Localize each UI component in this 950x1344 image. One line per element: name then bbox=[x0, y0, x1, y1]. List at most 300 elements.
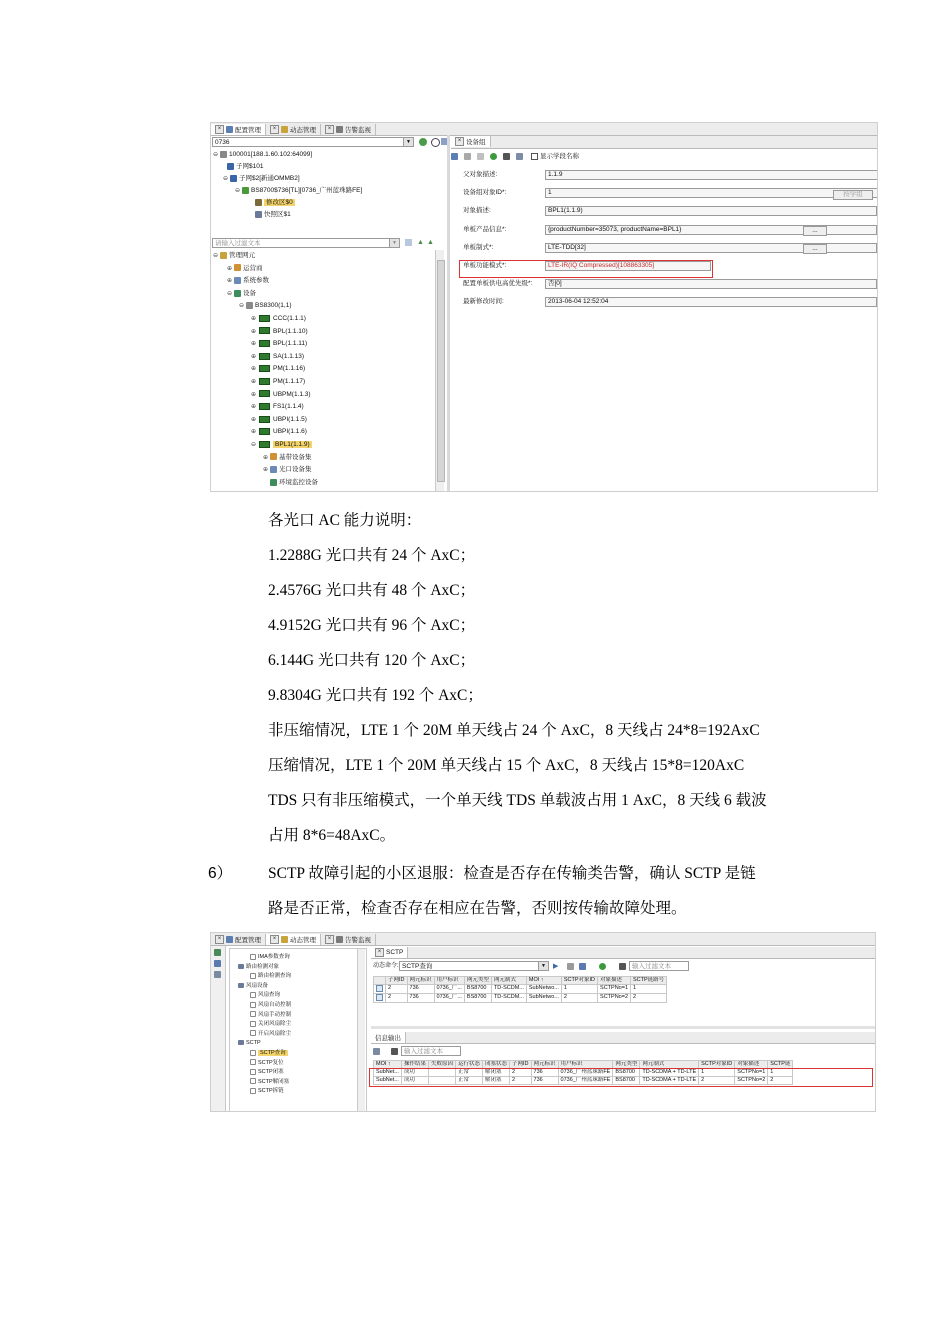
tab-config-management[interactable] bbox=[211, 934, 266, 945]
tab-alarm-monitor[interactable] bbox=[321, 124, 376, 135]
tree-node-label: SCTP bbox=[246, 1040, 261, 1047]
tab-sctp[interactable] bbox=[371, 947, 408, 958]
table-cell: 正常 bbox=[455, 1077, 482, 1085]
tree-node[interactable] bbox=[251, 401, 304, 413]
command-icon bbox=[250, 1002, 256, 1008]
table-row[interactable] bbox=[374, 985, 667, 994]
table-cell: BS8700 bbox=[613, 1069, 640, 1077]
board-standard-more-button[interactable] bbox=[803, 244, 827, 254]
tab-label: 配置管理 bbox=[235, 126, 261, 134]
tab-label: 设备组 bbox=[466, 139, 486, 146]
network-element-icon bbox=[220, 252, 227, 259]
calendar-icon[interactable] bbox=[516, 153, 523, 160]
table-cell: SCTPNo=2 bbox=[598, 993, 631, 1002]
table-cell: 2 bbox=[561, 993, 597, 1002]
stop-icon[interactable] bbox=[567, 963, 574, 970]
item-number: 6） bbox=[208, 865, 233, 882]
tree-node[interactable] bbox=[251, 414, 307, 426]
tree-node[interactable] bbox=[250, 1087, 284, 1096]
folder-icon bbox=[234, 290, 241, 297]
tree-node[interactable] bbox=[250, 972, 291, 981]
column-header[interactable]: 子网ID bbox=[386, 977, 408, 985]
command-icon bbox=[250, 1030, 256, 1036]
tree-node-label: 开启风扇除尘 bbox=[258, 1030, 292, 1037]
tree-node[interactable] bbox=[250, 1020, 291, 1029]
table-cell: BS8700 bbox=[464, 993, 491, 1002]
tree-node-label: BPL1(1.1.9) bbox=[275, 441, 310, 448]
table-cell bbox=[374, 985, 386, 994]
table-cell: 0736_广州蓝珠路FE bbox=[558, 1069, 613, 1077]
expander-icon[interactable]: ⊕ bbox=[251, 404, 257, 411]
close-icon[interactable]: × bbox=[325, 125, 334, 134]
form-row bbox=[463, 297, 877, 307]
leaf-icon bbox=[242, 187, 249, 194]
table-cell: TD-SCDMA + TD-LTE bbox=[640, 1069, 699, 1077]
tree-node[interactable] bbox=[238, 963, 279, 972]
tree-node[interactable] bbox=[213, 250, 255, 262]
column-header[interactable]: MOI ↑ bbox=[526, 977, 561, 985]
table-cell: SCTPNo=1 bbox=[598, 985, 631, 994]
tree-node[interactable] bbox=[255, 209, 291, 221]
column-header[interactable]: 网元制式 bbox=[640, 1061, 699, 1069]
expander-icon[interactable]: ⊕ bbox=[251, 366, 257, 373]
tree-node-label: IMA参数查询 bbox=[258, 954, 290, 960]
expander-icon[interactable]: ⊕ bbox=[251, 416, 257, 423]
tree-node-label: 设备 bbox=[243, 289, 256, 297]
tree-node-label: SCTP查询 bbox=[260, 1050, 286, 1056]
field-value[interactable]: LTE-IR(IQ Compressed)[108863305] bbox=[545, 261, 711, 271]
dynamic-management-screenshot bbox=[210, 932, 876, 1112]
tree-node[interactable] bbox=[251, 351, 304, 363]
field-value[interactable]: 否[0] bbox=[545, 279, 877, 289]
find-icon[interactable] bbox=[619, 963, 626, 970]
tree-node[interactable] bbox=[239, 300, 292, 312]
show-field-names-checkbox[interactable] bbox=[531, 153, 538, 160]
table-cell: 0736_广州蓝珠路FE bbox=[558, 1077, 613, 1085]
table-header-row bbox=[374, 977, 667, 985]
undo-icon[interactable] bbox=[464, 153, 471, 160]
folder-icon bbox=[238, 964, 244, 969]
folder-icon bbox=[234, 264, 241, 271]
close-icon[interactable]: × bbox=[455, 137, 464, 146]
pane-splitter[interactable] bbox=[447, 135, 450, 491]
table-cell: 成功 bbox=[401, 1077, 428, 1085]
tree-node-label: 光口设备集 bbox=[279, 466, 312, 474]
highlight-box bbox=[459, 260, 713, 278]
board-icon bbox=[259, 353, 270, 360]
ac-capability-line: 4.9152G 光口共有 96 个 AxC； bbox=[268, 617, 476, 634]
column-header[interactable]: 网元标识 bbox=[407, 977, 434, 985]
chevron-down-icon[interactable]: ▼ bbox=[403, 138, 413, 146]
tree-node-label: BPL(1.1.10) bbox=[273, 327, 308, 335]
config-management-screenshot bbox=[210, 122, 878, 492]
tree-node-label: 风扇自动控制 bbox=[258, 1002, 292, 1008]
tab-label: SCTP bbox=[386, 949, 404, 956]
tree-node[interactable] bbox=[213, 149, 312, 161]
filter-placeholder: 请输入过滤文本 bbox=[215, 240, 261, 247]
expander-icon[interactable]: ⊕ bbox=[251, 341, 257, 348]
board-icon bbox=[259, 378, 270, 385]
column-header[interactable]: 对象描述 bbox=[598, 977, 631, 985]
tab-dynamic-management[interactable] bbox=[266, 934, 321, 945]
column-header[interactable]: SCTP链路号 bbox=[631, 977, 667, 985]
table-cell: BS8700 bbox=[464, 985, 491, 994]
column-header[interactable]: MOI ↑ bbox=[374, 1061, 402, 1069]
ac-capability-line: 9.8304G 光口共有 192 个 AxC； bbox=[268, 687, 483, 704]
config-icon bbox=[226, 936, 233, 943]
tree-node-label: 快照区$1 bbox=[264, 211, 291, 218]
save-icon[interactable] bbox=[451, 153, 458, 160]
column-header[interactable]: 网元类型 bbox=[464, 977, 491, 985]
filter-input[interactable] bbox=[629, 961, 689, 971]
expander-icon[interactable]: ⊕ bbox=[251, 379, 257, 385]
column-header[interactable]: SCTP链 bbox=[768, 1061, 793, 1069]
field-value[interactable]: BPL1(1.1.9) bbox=[545, 206, 877, 216]
tree-node[interactable] bbox=[251, 313, 306, 325]
module-tabbar bbox=[211, 933, 875, 946]
command-icon bbox=[250, 1059, 256, 1065]
ac-intro: 各光口 AC 能力说明： bbox=[268, 512, 422, 529]
table-cell: SubNetwo... bbox=[526, 985, 561, 994]
tree-node[interactable] bbox=[238, 1039, 261, 1048]
tab-dynamic-management[interactable] bbox=[266, 124, 321, 135]
refresh-icon[interactable] bbox=[419, 138, 427, 146]
tree-node-label: 环境监控设备 bbox=[279, 478, 318, 486]
expander-icon[interactable]: ⊖ bbox=[223, 176, 229, 182]
close-icon[interactable]: × bbox=[375, 948, 384, 957]
column-header[interactable]: 对象描述 bbox=[735, 1061, 768, 1069]
tree-node[interactable] bbox=[251, 363, 305, 375]
tree-node[interactable] bbox=[250, 1059, 284, 1068]
tree-node[interactable] bbox=[223, 173, 300, 185]
row-checkbox[interactable] bbox=[376, 994, 383, 1001]
export-icon[interactable] bbox=[579, 963, 586, 970]
expander-icon[interactable]: ⊖ bbox=[239, 303, 245, 310]
table-cell: 2 bbox=[510, 1077, 532, 1085]
scroll-thumb[interactable] bbox=[437, 260, 445, 482]
tab-label: 告警监视 bbox=[345, 936, 371, 944]
tab-label: 动态管理 bbox=[290, 936, 316, 944]
folder-icon bbox=[238, 983, 244, 988]
tree-node[interactable] bbox=[251, 439, 312, 451]
close-icon[interactable]: × bbox=[325, 935, 334, 944]
tab-config-management[interactable] bbox=[211, 124, 266, 135]
expander-icon[interactable]: ⊕ bbox=[263, 467, 269, 474]
field-value[interactable]: LTE-TDD[32] bbox=[545, 243, 877, 253]
ac-capability-line: 非压缩情况，LTE 1 个 20M 单天线占 24 个 AxC，8 天线占 24*8=192AxC bbox=[268, 722, 760, 739]
tree-node[interactable] bbox=[227, 161, 263, 173]
sctp-result-table bbox=[373, 976, 667, 1003]
server-icon bbox=[220, 151, 227, 158]
table-cell: 2 bbox=[386, 993, 408, 1002]
tree-node-label: 100001[188.1.60.102:64099] bbox=[229, 151, 313, 158]
tree-node-label: 风扇查询 bbox=[258, 992, 281, 999]
find-icon[interactable] bbox=[503, 153, 510, 160]
table-cell: SCTPNo=2 bbox=[735, 1077, 768, 1085]
panel-icon[interactable] bbox=[214, 971, 221, 978]
tree-node[interactable] bbox=[250, 1011, 291, 1020]
command-select[interactable] bbox=[399, 961, 549, 971]
tree-node[interactable] bbox=[251, 426, 307, 438]
tree-node-selected[interactable] bbox=[255, 197, 295, 209]
ne-select[interactable] bbox=[212, 137, 414, 147]
chevron-down-icon[interactable]: ▼ bbox=[538, 962, 548, 970]
table-cell: 2 bbox=[699, 1077, 735, 1085]
column-header[interactable]: 失败原因 bbox=[428, 1061, 455, 1069]
column-header[interactable]: 运行状态 bbox=[455, 1061, 482, 1069]
tree-node[interactable] bbox=[227, 275, 269, 287]
alarm-icon bbox=[336, 936, 343, 943]
output-filter-input[interactable] bbox=[401, 1046, 461, 1056]
tree-node[interactable] bbox=[250, 1001, 291, 1010]
tab-label: 配置管理 bbox=[235, 936, 261, 944]
tab-alarm-monitor[interactable] bbox=[321, 934, 376, 945]
network-icon[interactable] bbox=[214, 949, 221, 956]
tree-node[interactable] bbox=[235, 185, 362, 197]
refresh-icon[interactable] bbox=[599, 963, 606, 970]
property-form bbox=[463, 170, 877, 310]
table-cell: 成功 bbox=[401, 1069, 428, 1077]
command-value: SCTP查询 bbox=[402, 963, 433, 970]
tree-node[interactable] bbox=[251, 376, 305, 388]
column-header[interactable]: SCTP对象ID bbox=[699, 1061, 735, 1069]
tree-node[interactable] bbox=[263, 477, 318, 489]
tree-node-label: UBPI(1.1.6) bbox=[273, 428, 307, 436]
column-header[interactable]: 操作结果 bbox=[401, 1061, 428, 1069]
delete-icon[interactable] bbox=[477, 153, 484, 160]
alarm-icon bbox=[336, 126, 343, 133]
expander-icon[interactable]: ⊕ bbox=[251, 391, 257, 398]
dynamic-icon bbox=[281, 126, 288, 133]
tree-node-label: SCTP拆链 bbox=[258, 1088, 284, 1095]
tree-node[interactable] bbox=[251, 338, 307, 350]
expander-icon[interactable]: ⊖ bbox=[213, 152, 219, 158]
tree-node[interactable] bbox=[251, 389, 311, 401]
tree-node-label: 风扇手动控制 bbox=[258, 1011, 292, 1018]
field-label: 对象描述: bbox=[463, 207, 491, 215]
product-info-more-button[interactable] bbox=[803, 226, 827, 236]
tree-node[interactable] bbox=[263, 464, 312, 476]
table-cell: SubNetwo... bbox=[526, 993, 561, 1002]
item-line-1: SCTP 故障引起的小区退服：检查是否存在传输类告警，确认 SCTP 是链 bbox=[268, 865, 756, 882]
expander-icon[interactable]: ⊕ bbox=[251, 353, 257, 360]
close-icon[interactable]: × bbox=[270, 935, 279, 944]
tree-node-label: 系统参数 bbox=[243, 277, 269, 285]
close-icon[interactable]: × bbox=[215, 125, 224, 134]
topology-tree bbox=[211, 149, 447, 229]
field-label: 单板功能模式*: bbox=[463, 262, 507, 269]
tree-node[interactable] bbox=[250, 1049, 288, 1058]
tree-node-label: 子网$2[新通OMMB2] bbox=[239, 175, 300, 182]
form-row bbox=[463, 188, 877, 198]
side-button[interactable] bbox=[833, 190, 873, 200]
field-value[interactable]: 1 bbox=[545, 188, 878, 198]
table-cell: 736 bbox=[407, 985, 434, 994]
table-cell: 1 bbox=[699, 1069, 735, 1077]
expander-icon[interactable]: ⊖ bbox=[227, 290, 233, 297]
table-row[interactable] bbox=[374, 993, 667, 1002]
sctp-tabbar bbox=[371, 947, 875, 959]
expander-icon[interactable]: ⊕ bbox=[227, 265, 233, 272]
column-header[interactable]: 子网ID bbox=[510, 1061, 532, 1069]
panel-divider bbox=[371, 1026, 875, 1029]
column-header[interactable]: 网元制式 bbox=[491, 977, 526, 985]
play-icon[interactable]: ▶ bbox=[553, 963, 559, 970]
form-row bbox=[463, 206, 877, 216]
right-tabbar bbox=[451, 136, 877, 149]
expander-icon[interactable]: ⊕ bbox=[251, 316, 257, 322]
table-cell: 736 bbox=[531, 1077, 558, 1085]
form-row bbox=[463, 279, 877, 289]
board-icon bbox=[259, 403, 270, 410]
copy-icon[interactable] bbox=[373, 1048, 380, 1055]
column-header[interactable]: 闭塞状态 bbox=[482, 1061, 509, 1069]
expander-icon[interactable]: ⊕ bbox=[251, 429, 257, 436]
list-icon[interactable] bbox=[214, 960, 221, 967]
search-icon[interactable] bbox=[431, 138, 440, 147]
row-checkbox[interactable] bbox=[376, 985, 383, 992]
column-header[interactable]: 用户标识 bbox=[558, 1061, 613, 1069]
table-cell: 2 bbox=[386, 985, 408, 994]
tree-node[interactable] bbox=[250, 991, 280, 1000]
table-cell: 0736_广... bbox=[434, 985, 464, 994]
close-icon[interactable]: × bbox=[215, 935, 224, 944]
tree-node[interactable] bbox=[227, 263, 263, 275]
field-label: 单板制式*: bbox=[463, 243, 494, 251]
table-cell: TD-SCDMA + TD-LTE bbox=[640, 1077, 699, 1085]
tab-label: 动态管理 bbox=[290, 126, 316, 134]
tree-node-label: 风扇设备 bbox=[246, 982, 269, 989]
field-label: 配置单板供电高优先级*: bbox=[463, 280, 533, 288]
tree-node[interactable] bbox=[250, 1068, 284, 1077]
chevron-down-icon[interactable]: ▼ bbox=[389, 239, 399, 247]
tree-scrollbar[interactable] bbox=[357, 949, 365, 1111]
close-icon[interactable]: × bbox=[270, 125, 279, 134]
command-icon bbox=[250, 1021, 256, 1027]
subnet-icon bbox=[227, 163, 234, 170]
field-label: 最新修改时间: bbox=[463, 298, 504, 306]
board-icon bbox=[259, 340, 270, 347]
table-cell: SubNet... bbox=[374, 1069, 402, 1077]
refresh-icon[interactable] bbox=[490, 153, 497, 160]
board-icon bbox=[259, 365, 270, 372]
expander-icon[interactable]: ⊖ bbox=[213, 253, 219, 259]
ac-capability-line: 占用 8*6=48AxC。 bbox=[268, 827, 396, 844]
command-icon bbox=[250, 1078, 256, 1084]
tree-node[interactable] bbox=[250, 953, 290, 962]
tree-node[interactable] bbox=[250, 1030, 291, 1039]
command-icon bbox=[250, 1069, 256, 1075]
tree-node-label: 修改区$0 bbox=[266, 199, 293, 206]
tree-node[interactable] bbox=[227, 288, 256, 300]
dynamic-icon bbox=[281, 936, 288, 943]
command-icon bbox=[250, 992, 256, 998]
tree-node-label: SCTP解闭塞 bbox=[258, 1078, 290, 1085]
tree-scrollbar[interactable] bbox=[435, 250, 444, 491]
board-icon bbox=[259, 441, 270, 448]
table-cell: 736 bbox=[407, 993, 434, 1002]
field-label: 父对象描述: bbox=[463, 171, 498, 178]
item-line-2: 路是否正常，检查否存在相应在告警，否则按传输故障处理。 bbox=[268, 900, 687, 917]
expander-icon[interactable]: ⊖ bbox=[235, 188, 241, 194]
config-icon bbox=[226, 126, 233, 133]
table-cell: SCTPNo=1 bbox=[735, 1069, 768, 1077]
tree-node-label: 管理网元 bbox=[229, 252, 255, 259]
field-value[interactable]: 1.1.9 bbox=[545, 170, 878, 180]
table-cell: 2 bbox=[768, 1077, 793, 1085]
command-label: 动态命令: bbox=[373, 963, 399, 969]
device-icon bbox=[246, 302, 253, 309]
table-cell: 2 bbox=[510, 1069, 532, 1077]
expander-icon[interactable]: ⊖ bbox=[251, 442, 257, 448]
table-cell: 1 bbox=[768, 1069, 793, 1077]
column-header[interactable]: 用户标识 bbox=[434, 977, 464, 985]
table-cell: 0736_广... bbox=[434, 993, 464, 1002]
tab-info-output[interactable] bbox=[371, 1032, 406, 1043]
ac-capability-line: 2.4576G 光口共有 48 个 AxC； bbox=[268, 582, 476, 599]
arrow-up-icon[interactable]: ▲ bbox=[417, 239, 424, 246]
expander-icon[interactable]: ⊕ bbox=[227, 278, 233, 285]
expander-icon[interactable]: ⊕ bbox=[251, 328, 257, 335]
tree-node[interactable] bbox=[238, 982, 268, 991]
tab-label: 信息输出 bbox=[375, 1035, 401, 1042]
snapshot-icon bbox=[255, 211, 262, 218]
field-value[interactable]: {productNumber=35073, productName=BPL1} bbox=[545, 225, 877, 235]
tab-label: 告警监视 bbox=[345, 126, 371, 134]
tab-device-group[interactable] bbox=[451, 136, 491, 147]
show-field-names-label: 显示学段名称 bbox=[540, 153, 579, 160]
table-cell: 解闭塞 bbox=[482, 1077, 509, 1085]
column-header[interactable]: 网元标识 bbox=[531, 1061, 558, 1069]
subnet-icon bbox=[230, 175, 237, 182]
tree-node[interactable] bbox=[250, 1078, 289, 1087]
tree-node-label: 路由检测对象 bbox=[246, 963, 280, 970]
clear-filter-icon[interactable] bbox=[405, 239, 412, 246]
tree-node-label: CCC(1.1.1) bbox=[273, 315, 306, 322]
form-row bbox=[463, 170, 877, 180]
ac-capability-line: 1.2288G 光口共有 24 个 AxC； bbox=[268, 547, 476, 564]
tree-node-label: 运营商 bbox=[243, 264, 263, 272]
tree-node-label: SA(1.1.13) bbox=[273, 352, 305, 360]
column-header[interactable]: 网元类型 bbox=[613, 1061, 640, 1069]
edit-area-icon bbox=[255, 199, 262, 206]
device-icon bbox=[270, 479, 277, 486]
table-cell: TD-SCDM... bbox=[491, 993, 526, 1002]
filter-input[interactable] bbox=[212, 238, 400, 248]
expander-icon[interactable]: ⊕ bbox=[263, 454, 269, 461]
tree-node-label: PM(1.1.17) bbox=[273, 378, 306, 385]
filter-placeholder: 输入过滤文本 bbox=[404, 1048, 443, 1055]
field-value[interactable]: 2013-06-04 12:52:04 bbox=[545, 297, 877, 307]
tree-node-label: 关闭风扇除尘 bbox=[258, 1021, 292, 1028]
tree-node[interactable] bbox=[263, 452, 312, 464]
side-icon-bar bbox=[211, 946, 226, 1111]
tree-node-label: UBPM(1.1.3) bbox=[273, 390, 311, 398]
tree-node-label: 路由检测查询 bbox=[258, 973, 292, 980]
device-icon bbox=[270, 466, 277, 473]
column-header[interactable] bbox=[374, 977, 386, 985]
board-icon bbox=[259, 390, 270, 397]
command-tree bbox=[229, 948, 367, 1112]
tree-node[interactable] bbox=[251, 326, 308, 338]
arrow-down-icon[interactable]: ▲ bbox=[427, 239, 434, 246]
column-header[interactable]: SCTP对象ID bbox=[561, 977, 597, 985]
button-label: ... bbox=[812, 245, 818, 252]
table-cell: BS8700 bbox=[613, 1077, 640, 1085]
find-icon[interactable] bbox=[391, 1048, 398, 1055]
device-icon bbox=[270, 453, 277, 460]
command-icon bbox=[250, 1088, 256, 1094]
